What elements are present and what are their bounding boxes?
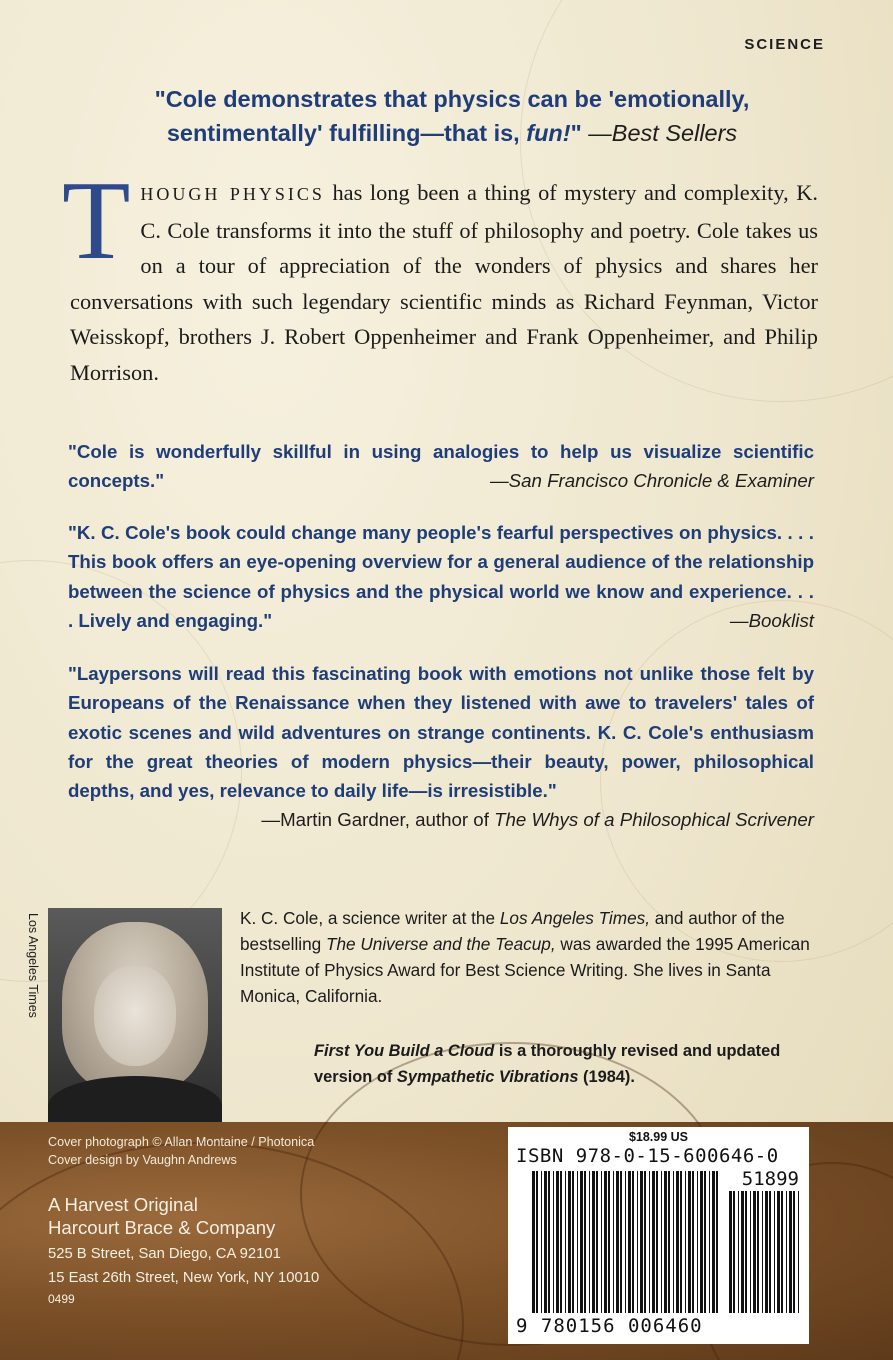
- barcode-bar: [733, 1191, 735, 1313]
- edition-original-title: Sympathetic Vibrations: [396, 1068, 579, 1086]
- barcode-box: [508, 1127, 809, 1344]
- author-photo-shoulders: [48, 1076, 222, 1123]
- barcode-bar: [757, 1191, 759, 1313]
- review-quote: [68, 659, 814, 835]
- isbn: ISBN 978-0-15-600646-0: [516, 1145, 779, 1167]
- headline-emphasis: fun!: [526, 120, 571, 146]
- author-photo-face: [94, 966, 176, 1066]
- barcode-bar: [640, 1171, 643, 1313]
- barcode-bar: [692, 1171, 694, 1313]
- barcode-bar: [774, 1191, 775, 1313]
- bio-publication: Los Angeles Times,: [499, 908, 650, 928]
- barcode-bar: [592, 1171, 595, 1313]
- barcode-bar: [789, 1191, 792, 1313]
- quote-text: "Cole is wonderfully skillful in using analogies to help us visualize scientific concepts.": [68, 441, 814, 492]
- category-label: SCIENCE: [744, 36, 825, 53]
- quote-source: —Booklist: [729, 609, 814, 631]
- barcode-bar: [668, 1171, 670, 1313]
- author-bio: [240, 905, 816, 1009]
- barcode-bar: [604, 1171, 607, 1313]
- barcode-bar: [673, 1171, 674, 1313]
- cover-credits: [48, 1133, 468, 1169]
- barcode-bar: [608, 1171, 610, 1313]
- barcode-bar: [786, 1191, 787, 1313]
- barcode-bar: [765, 1191, 768, 1313]
- barcode-bar: [652, 1171, 655, 1313]
- barcode-bar: [741, 1191, 744, 1313]
- author-photo: [48, 908, 222, 1123]
- publisher-address: [48, 1242, 468, 1290]
- headline-quote: [72, 82, 832, 150]
- barcode-bar: [544, 1171, 547, 1313]
- barcode-bar: [584, 1171, 586, 1313]
- design-credit-line: Cover design by Vaughn Andrews: [48, 1153, 237, 1167]
- barcode-bar: [680, 1171, 682, 1313]
- barcode-bar: [781, 1191, 783, 1313]
- stock-code: 0499: [48, 1292, 75, 1306]
- barcode-bar: [644, 1171, 646, 1313]
- barcode-bar: [556, 1171, 559, 1313]
- barcode-bar: [596, 1171, 598, 1313]
- review-quote: [68, 437, 814, 496]
- edition-year: (1984).: [578, 1068, 635, 1086]
- price: $18.99 US: [628, 1130, 689, 1144]
- addon-number: 51899: [741, 1168, 799, 1190]
- barcode-bar: [793, 1191, 795, 1313]
- publisher-name: Harcourt Brace & Company: [48, 1217, 276, 1238]
- quote-text: "K. C. Cole's book could change many people's fearful perspectives on physics. . . . This book offers an eye-opening overview for a general audience of the relationship between the science of physics and the physical world we know and experience. . . . Lively and engaging.": [68, 522, 814, 631]
- quote-source-prefix: —Martin Gardner, author of: [261, 809, 495, 831]
- barcode-bar: [656, 1171, 658, 1313]
- ean-digits: 9 780156 006460: [516, 1315, 703, 1337]
- headline-line2: sentimentally' fulfilling—that is,: [166, 120, 527, 146]
- edition-title: First You Build a Cloud: [314, 1042, 495, 1060]
- barcode-bar: [664, 1171, 667, 1313]
- barcode-bar: [616, 1171, 619, 1313]
- bio-text: , a science writer at the: [318, 908, 500, 928]
- address-line: 15 East 26th Street, New York, NY 10010: [48, 1270, 320, 1286]
- barcode-bar: [536, 1171, 538, 1313]
- publisher-block: [48, 1193, 468, 1239]
- bio-text: and author of the bestselling: [240, 908, 785, 954]
- headline-line1: "Cole demonstrates that physics can be 'emotionally,: [154, 86, 750, 112]
- barcode-bar: [548, 1171, 550, 1313]
- barcode-bar: [750, 1191, 751, 1313]
- barcode-bar: [697, 1171, 698, 1313]
- barcode-bar: [553, 1171, 554, 1313]
- headline-close-quote: ": [570, 120, 589, 146]
- barcode-bar: [637, 1171, 638, 1313]
- barcode-bar: [762, 1191, 763, 1313]
- ean13-barcode: [532, 1171, 722, 1313]
- barcode-bar: [745, 1191, 747, 1313]
- barcode-bar: [661, 1171, 662, 1313]
- barcode-bar: [688, 1171, 691, 1313]
- barcode-bar: [769, 1191, 771, 1313]
- bio-text: was awarded the 1995 American Institute of Physics Award for Best Science Writing. She lives in Santa Monica, California.: [240, 934, 810, 1006]
- barcode-bar: [613, 1171, 614, 1313]
- barcode-bar: [649, 1171, 650, 1313]
- bio-book-title: The Universe and the Teacup,: [326, 934, 556, 954]
- addon-barcode: [729, 1191, 801, 1313]
- barcode-bar: [712, 1171, 715, 1313]
- barcode-bar: [700, 1171, 703, 1313]
- barcode-bar: [565, 1171, 566, 1313]
- barcode-bar: [625, 1171, 626, 1313]
- barcode-bar: [568, 1171, 571, 1313]
- author-name: K. C. Cole: [240, 908, 319, 928]
- barcode-bar: [632, 1171, 634, 1313]
- intro-paragraph: [62, 159, 819, 390]
- barcode-bar: [738, 1191, 739, 1313]
- intro-body: has long been a thing of mystery and complexity, K. C. Cole transforms it into the stuff of philosophy and poetry. Cole takes us on a tour of appreciation of the wonders of physics and shares her conversations with such legendary scientific minds as Richard Feynman, Victor Weisskopf, brothers J. Robert Oppenheimer and Frank Oppenheimer, and Philip Morrison.: [70, 180, 819, 385]
- barcode-bar: [704, 1171, 706, 1313]
- barcode-bar: [709, 1171, 710, 1313]
- barcode-bar: [541, 1171, 542, 1313]
- intro-small-caps: HOUGH PHYSICS: [140, 184, 325, 204]
- barcode-bar: [577, 1171, 578, 1313]
- imprint: A Harvest Original: [48, 1194, 198, 1215]
- barcode-bar: [729, 1191, 732, 1313]
- barcode-bar: [620, 1171, 622, 1313]
- edition-text: is a thoroughly revised and updated version of: [314, 1042, 781, 1086]
- barcode-bar: [628, 1171, 631, 1313]
- headline-source: —Best Sellers: [588, 120, 738, 146]
- address-line: 525 B Street, San Diego, CA 92101: [48, 1246, 281, 1262]
- barcode-bar: [589, 1171, 590, 1313]
- barcode-bar: [716, 1171, 718, 1313]
- quote-source: —San Francisco Chronicle & Examiner: [489, 470, 814, 492]
- barcode-bar: [572, 1171, 574, 1313]
- barcode-bar: [798, 1191, 799, 1313]
- barcode-bar: [532, 1171, 535, 1313]
- barcode-bar: [777, 1191, 780, 1313]
- barcode-bar: [676, 1171, 679, 1313]
- photo-credit-line: Cover photograph © Allan Montaine / Photonica: [48, 1135, 315, 1149]
- barcode-bar: [753, 1191, 756, 1313]
- barcode-bar: [560, 1171, 562, 1313]
- quote-source: [68, 805, 814, 834]
- quote-text: "Laypersons will read this fascinating book with emotions not unlike those felt by Europeans of the Renaissance when they listened with awe to travelers' tales of exotic scenes and wild adventures on strange continents. K. C. Cole's enthusiasm for the great theories of modern physics—their beauty, power, philosophical depths, and yes, relevance to daily life—is irresistible.": [68, 663, 814, 802]
- barcode-bar: [580, 1171, 583, 1313]
- barcode-bar: [601, 1171, 602, 1313]
- quote-source-title: The Whys of a Philosophical Scrivener: [494, 809, 814, 831]
- barcode-bar: [685, 1171, 686, 1313]
- review-quote: [68, 518, 814, 635]
- drop-cap: T: [62, 159, 131, 283]
- photo-credit: Los Angeles Times: [26, 913, 40, 1018]
